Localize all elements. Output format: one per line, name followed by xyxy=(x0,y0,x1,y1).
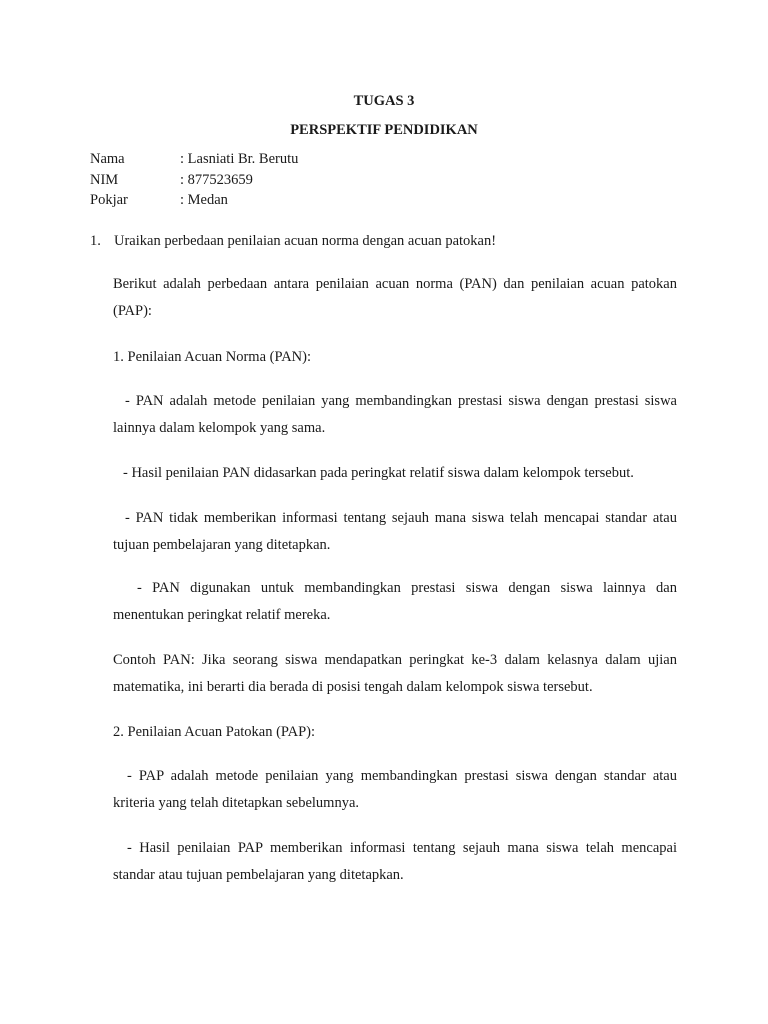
page-title: TUGAS 3 xyxy=(353,93,415,109)
identity-name-row xyxy=(90,149,298,169)
identity-nim-row xyxy=(90,170,253,190)
pan-bullet: - PAN digunakan untuk membandingkan prestasi siswa dengan siswa lainnya dan menentukan peringkat relatif mereka. xyxy=(113,580,677,623)
pan-bullet: - PAN adalah metode penilaian yang membandingkan prestasi siswa dengan prestasi siswa lainnya dalam kelompok yang sama. xyxy=(113,393,677,436)
page-subtitle: PERSPEKTIF PENDIDIKAN xyxy=(290,122,478,138)
identity-nim-label: NIM xyxy=(90,172,119,188)
question-text: Uraikan perbedaan penilaian acuan norma dengan acuan patokan! xyxy=(114,233,497,249)
identity-nim-value: : 877523659 xyxy=(180,172,253,188)
pan-heading: 1. Penilaian Acuan Norma (PAN): xyxy=(113,349,312,365)
pap-bullet: - Hasil penilaian PAP memberikan informasi tentang sejauh mana siswa telah mencapai standar atau tujuan pembelajaran yang ditetapkan. xyxy=(113,840,677,883)
identity-pokjar-row xyxy=(90,190,228,210)
pap-heading: 2. Penilaian Acuan Patokan (PAP): xyxy=(113,724,316,740)
question-number: 1. xyxy=(90,233,101,249)
identity-pokjar-label: Pokjar xyxy=(90,192,128,208)
identity-name-value: : Lasniati Br. Berutu xyxy=(180,151,299,167)
pan-example: Contoh PAN: Jika seorang siswa mendapatkan peringkat ke-3 dalam kelasnya dalam ujian matematika, ini berarti dia berada di posisi tengah dalam kelompok siswa tersebut. xyxy=(113,652,677,695)
identity-pokjar-value: : Medan xyxy=(180,192,228,208)
identity-name-label: Nama xyxy=(90,151,125,167)
pap-bullet: - PAP adalah metode penilaian yang membandingkan prestasi siswa dengan standar atau kriteria yang telah ditetapkan sebelumnya. xyxy=(113,768,677,811)
pan-bullet: - Hasil penilaian PAN didasarkan pada peringkat relatif siswa dalam kelompok tersebut. xyxy=(123,465,634,481)
question-item xyxy=(90,231,496,251)
answer-intro: Berikut adalah perbedaan antara penilaian acuan norma (PAN) dan penilaian acuan patokan (PAP): xyxy=(113,276,677,319)
pan-bullet: - PAN tidak memberikan informasi tentang sejauh mana siswa telah mencapai standar atau tujuan pembelajaran yang ditetapkan. xyxy=(113,510,677,553)
